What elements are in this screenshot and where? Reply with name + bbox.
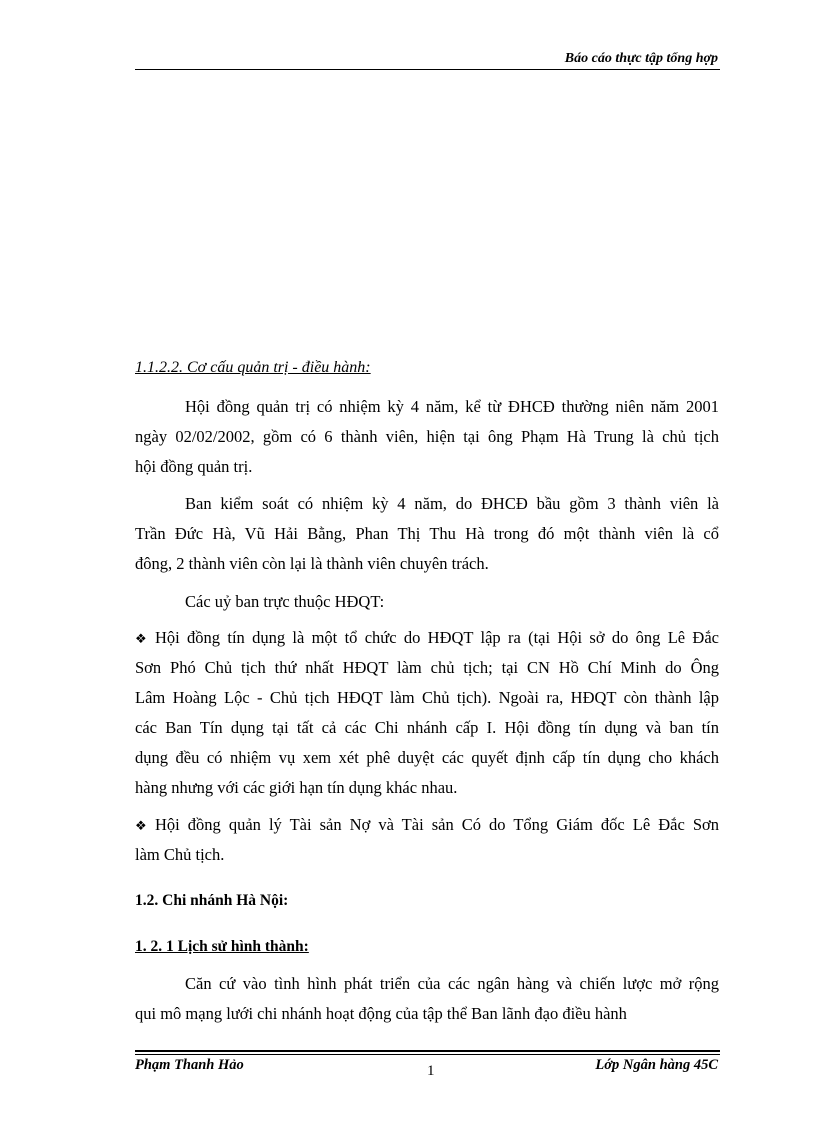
paragraph-line: đông, 2 thành viên còn lại là thành viên chuyên trách. [135, 554, 489, 573]
footer-class: Lớp Ngân hàng 45C [595, 1057, 718, 1073]
page-header [135, 50, 720, 70]
section-heading-1-2: 1.2. Chi nhánh Hà Nội: [135, 892, 289, 909]
paragraph-line: Trần Đức Hà, Vũ Hải Bằng, Phan Thị Thu Hà trong đó một thành viên là cổ [135, 524, 719, 543]
page-number: 1 [427, 1063, 435, 1079]
bullet-item [135, 815, 719, 836]
paragraph-line: hội đồng quản trị. [135, 457, 253, 476]
bullet-text-line: Hội đồng quản lý Tài sản Nợ và Tài sản Có do Tổng Giám đốc Lê Đắc Sơn [155, 815, 719, 834]
bullet-text-line: Hội đồng tín dụng là một tổ chức do HĐQT lập ra (tại Hội sở do ông Lê Đắc [155, 628, 719, 647]
paragraph-line: làm Chủ tịch. [135, 845, 225, 864]
paragraph-line: Căn cứ vào tình hình phát triển của các ngân hàng và chiến lược mở rộng [185, 974, 719, 993]
header-title: Báo cáo thực tập tổng hợp [564, 51, 718, 66]
paragraph-line: dụng đều có nhiệm vụ xem xét phê duyệt các quyết định cấp tín dụng cho khách [135, 748, 719, 767]
four-diamond-bullet-icon: ❖ [135, 818, 147, 833]
paragraph-line: Ban kiểm soát có nhiệm kỳ 4 năm, do ĐHCĐ bầu gồm 3 thành viên là [185, 494, 719, 513]
paragraph-line: ngày 02/02/2002, gồm có 6 thành viên, hiện tại ông Phạm Hà Trung là chủ tịch [135, 427, 719, 446]
paragraph-line: Sơn Phó Chủ tịch thứ nhất HĐQT làm chủ tịch; tại CN Hồ Chí Minh do Ông [135, 658, 719, 677]
bullet-item [135, 628, 719, 649]
section-heading-1-1-2-2: 1.1.2.2. Cơ cấu quản trị - điều hành: [135, 359, 371, 376]
paragraph-line: hàng nhưng với các giới hạn tín dụng khác nhau. [135, 778, 458, 797]
paragraph-line: Hội đồng quản trị có nhiệm kỳ 4 năm, kể từ ĐHCĐ thường niên năm 2001 [185, 397, 719, 416]
section-heading-1-2-1: 1. 2. 1 Lịch sử hình thành: [135, 938, 309, 955]
paragraph-line: Các uỷ ban trực thuộc HĐQT: [185, 592, 385, 611]
paragraph-line: Lâm Hoàng Lộc - Chủ tịch HĐQT làm Chủ tịch). Ngoài ra, HĐQT còn thành lập [135, 688, 719, 707]
page-footer [135, 1050, 720, 1082]
paragraph-line: qui mô mạng lưới chi nhánh hoạt động của tập thể Ban lãnh đạo điều hành [135, 1004, 627, 1023]
four-diamond-bullet-icon: ❖ [135, 631, 147, 646]
paragraph-line: các Ban Tín dụng tại tất cả các Chi nhánh cấp I. Hội đồng tín dụng và ban tín [135, 718, 719, 737]
footer-author: Phạm Thanh Hảo [135, 1057, 244, 1073]
